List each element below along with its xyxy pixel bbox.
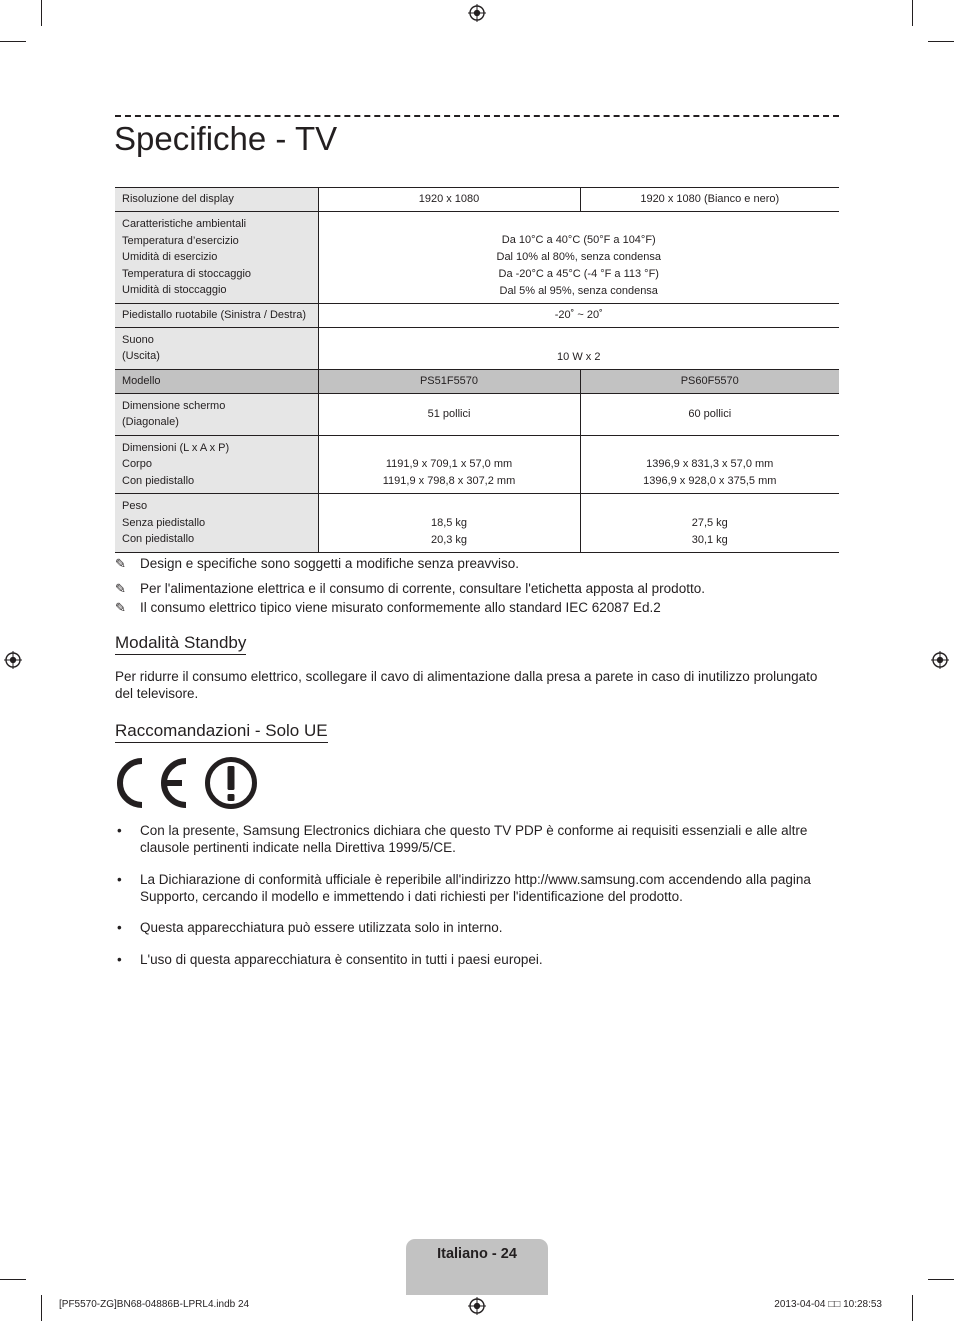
registration-mark-icon xyxy=(468,4,486,22)
value-line: 30,1 kg xyxy=(691,533,728,546)
crop-mark xyxy=(928,1279,954,1280)
label-line: Con piedistallo xyxy=(122,474,195,487)
label-line: Dimensioni (L x A x P) xyxy=(122,441,230,454)
value-line: Da 10°C a 40°C (50°F a 104°F) xyxy=(501,233,656,246)
title-dashed-rule xyxy=(115,115,839,117)
label-line: Suono xyxy=(122,333,154,346)
note-text: Per l'alimentazione elettrica e il consumo di corrente, consultare l'etichetta apposta al prodotto. xyxy=(140,581,705,596)
label-line: Temperatura di stoccaggio xyxy=(122,267,252,280)
value-line: Dal 10% al 80%, senza condensa xyxy=(496,250,661,263)
crop-mark xyxy=(41,0,42,26)
notes-list xyxy=(115,555,705,616)
row-label xyxy=(115,212,318,304)
crop-mark xyxy=(0,1279,26,1280)
bullet-glyph: • xyxy=(117,872,122,887)
page-number-label: Italiano - 24 xyxy=(437,1246,517,1262)
label-line: Peso xyxy=(122,500,148,512)
cell-value: -20˚ ~ 20˚ xyxy=(318,303,839,327)
bullet-text: Questa apparecchiatura può essere utilizzata solo in interno. xyxy=(140,920,503,935)
registration-mark-icon xyxy=(931,651,949,669)
table-row xyxy=(115,212,839,304)
slug-timestamp: 2013-04-04 □□ 10:28:53 xyxy=(774,1299,882,1310)
list-item xyxy=(115,919,825,936)
table-row xyxy=(115,327,839,369)
bullet-text: La Dichiarazione di conformità ufficiale è reperibile all'indirizzo http://www.samsung.com accendendo alla pagina Supporto, cercando il modello e immettendo i dati richiesti per l'identificazione del prodotto. xyxy=(140,872,811,904)
bullet-glyph: • xyxy=(117,823,122,838)
cell-value: PS60F5570 xyxy=(580,369,839,393)
crop-mark xyxy=(912,1295,913,1321)
label-line: Corpo xyxy=(122,458,152,470)
list-item xyxy=(115,822,825,856)
pencil-note-icon: ✎ xyxy=(115,600,126,615)
bullet-text: L'uso di questa apparecchiatura è consentito in tutti i paesi europei. xyxy=(140,952,543,967)
value-line: 1396,9 x 831,3 x 57,0 mm xyxy=(646,458,774,470)
note-item xyxy=(115,555,705,572)
label-line: (Diagonale) xyxy=(122,416,179,428)
table-row xyxy=(115,303,839,327)
bullet-text: Con la presente, Samsung Electronics dichiara che questo TV PDP è conforme ai requisiti essenziali e alle altre clausole pertinenti indicate nella Direttiva 1999/5/CE. xyxy=(140,823,808,855)
cell-value: 1920 x 1080 xyxy=(318,188,580,212)
row-label xyxy=(115,327,318,369)
list-item xyxy=(115,951,825,968)
standby-text: Per ridurre il consumo elettrico, scollegare il cavo di alimentazione dalla presa a parete in caso di inutilizzo prolungato del televisore. xyxy=(115,669,818,701)
spec-table xyxy=(115,187,839,553)
row-label xyxy=(115,435,318,494)
row-label xyxy=(115,494,318,553)
table-row xyxy=(115,393,839,435)
ce-mark-icon xyxy=(114,757,192,809)
pencil-note-icon: ✎ xyxy=(115,556,126,571)
crop-mark xyxy=(928,41,954,42)
page-title: Specifiche - TV xyxy=(114,120,338,157)
cell-value: 1920 x 1080 (Bianco e nero) xyxy=(580,188,839,212)
table-row xyxy=(115,369,839,393)
cell-value: PS51F5570 xyxy=(318,369,580,393)
row-label: Risoluzione del display xyxy=(115,188,318,212)
table-row xyxy=(115,494,839,553)
value-line: 18,5 kg xyxy=(430,516,468,529)
row-label xyxy=(115,393,318,435)
table-row xyxy=(115,435,839,494)
cell-value: 51 pollici xyxy=(318,393,580,435)
cell-value xyxy=(318,494,580,553)
row-label: Modello xyxy=(115,369,318,393)
row-label: Piedistallo ruotabile (Sinistra / Destra) xyxy=(115,303,318,327)
cell-value: 10 W x 2 xyxy=(318,327,839,369)
registration-mark-icon xyxy=(468,1297,486,1315)
cell-value xyxy=(580,494,839,553)
value-line: Dal 5% al 95%, senza condensa xyxy=(499,284,658,297)
cell-value xyxy=(580,435,839,494)
list-item xyxy=(115,871,825,905)
registration-mark-icon xyxy=(4,651,22,669)
label-line: Senza piedistallo xyxy=(122,516,206,529)
pencil-note-icon: ✎ xyxy=(115,581,126,596)
value-line: 27,5 kg xyxy=(691,516,728,529)
label-line: Dimensione schermo xyxy=(122,399,226,412)
standby-heading: Modalità Standby xyxy=(115,633,246,655)
crop-mark xyxy=(0,41,26,42)
alert-class-2-icon xyxy=(204,756,258,810)
value-line: 1191,9 x 798,8 x 307,2 mm xyxy=(382,475,516,487)
label-line: Umidità di esercizio xyxy=(122,251,218,263)
eu-bullet-list xyxy=(115,822,825,968)
crop-mark xyxy=(912,0,913,26)
value-line: 1396,9 x 928,0 x 375,5 mm xyxy=(643,475,777,487)
label-line: (Uscita) xyxy=(122,350,160,362)
bullet-glyph: • xyxy=(117,952,122,967)
label-line: Con piedistallo xyxy=(122,533,195,545)
label-line: Caratteristiche ambientali xyxy=(122,218,247,230)
note-text: Il consumo elettrico tipico viene misurato conformemente allo standard IEC 62087 Ed.2 xyxy=(140,600,661,615)
note-item xyxy=(115,580,705,597)
label-line: Temperatura d’esercizio xyxy=(122,234,239,247)
cell-value xyxy=(318,435,580,494)
value-line: 20,3 kg xyxy=(430,533,468,546)
eu-heading: Raccomandazioni - Solo UE xyxy=(115,721,328,743)
table-row xyxy=(115,188,839,212)
value-line: 1191,9 x 709,1 x 57,0 mm xyxy=(385,458,513,470)
cell-value: 60 pollici xyxy=(580,393,839,435)
cell-value xyxy=(318,212,839,304)
crop-mark xyxy=(41,1295,42,1321)
bullet-glyph: • xyxy=(117,920,122,935)
note-item xyxy=(115,599,705,616)
note-text: Design e specifiche sono soggetti a modifiche senza preavviso. xyxy=(140,556,519,571)
label-line: Umidità di stoccaggio xyxy=(122,284,227,296)
value-line: Da -20°C a 45°C (-4 °F a 113 °F) xyxy=(498,267,659,280)
slug-filename: [PF5570-ZG]BN68-04886B-LPRL4.indb 24 xyxy=(59,1299,250,1310)
